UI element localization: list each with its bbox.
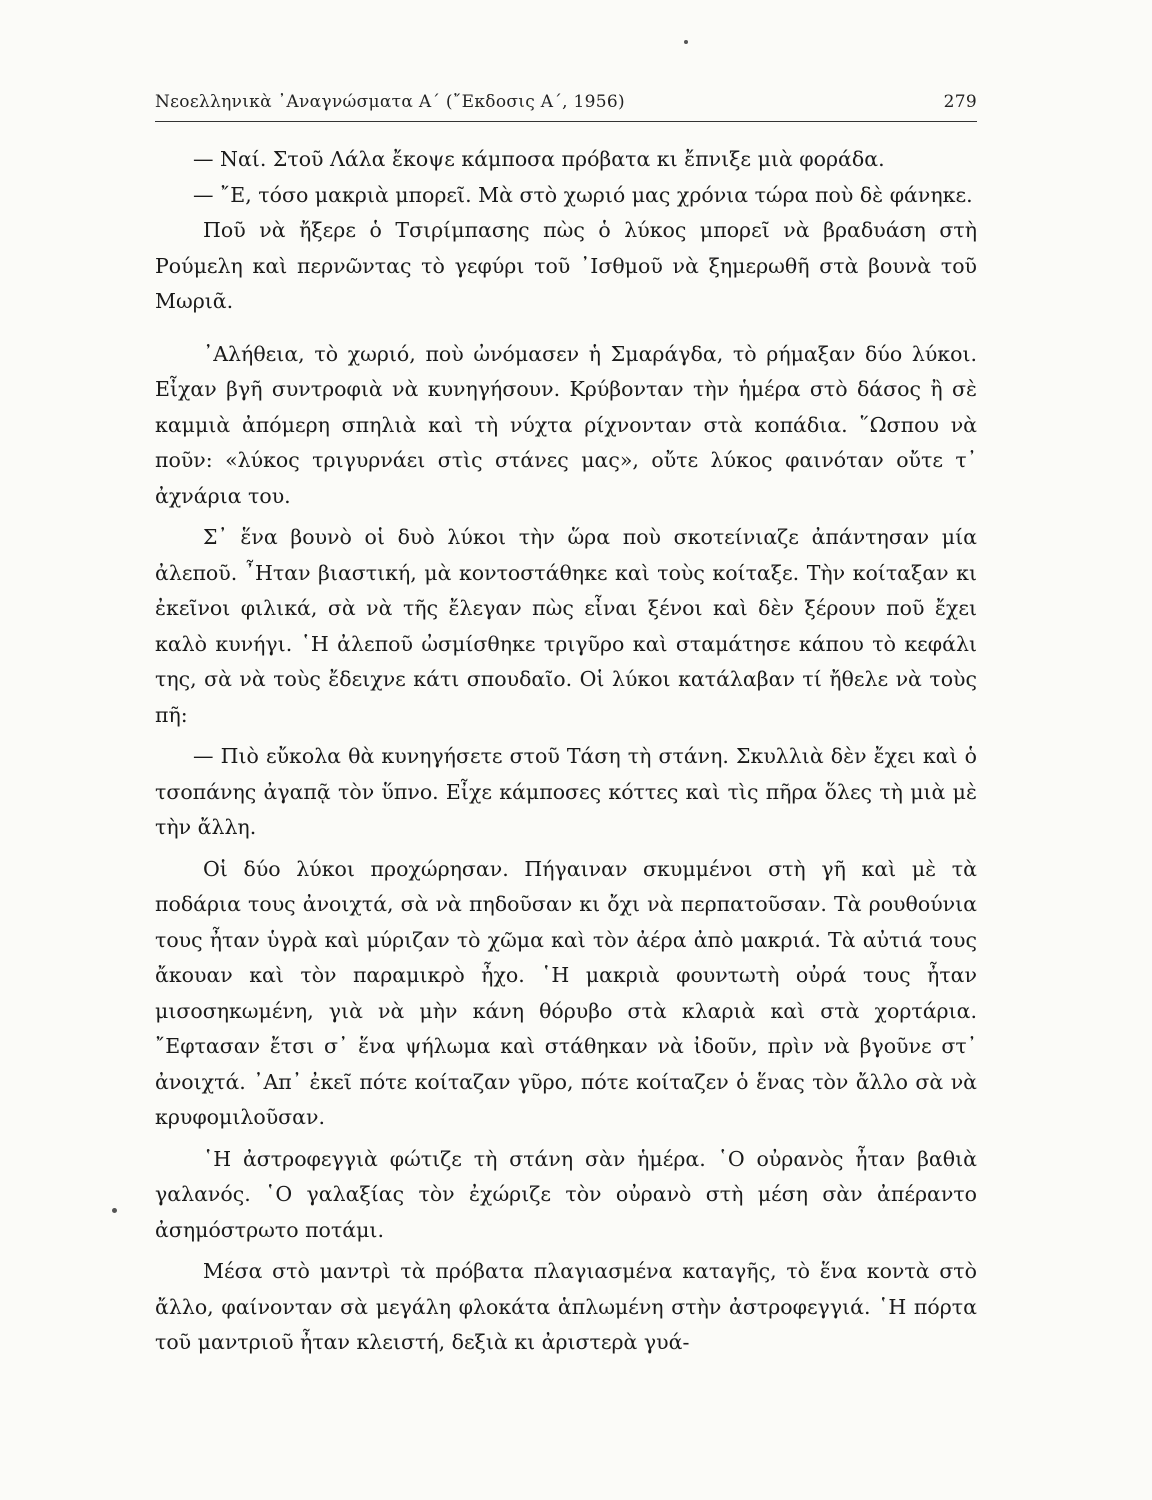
paragraph-8: ῾Η ἀστροφεγγιὰ φώτιζε τὴ στάνη σὰν ἡμέρα. ῾Ο οὐρανὸς ἦταν βαθιὰ γαλανός. ῾Ο γαλαξίας τὸν ἐχώριζε τὸν οὐρανὸ στὴ μέση σὰν ἀπέραντο ἀσημόστρωτο ποτάμι. (155, 1146, 977, 1242)
paragraph-1: — Ναί. Στοῦ Λάλα ἔκοψε κάμποσα πρόβατα κι ἔπνιξε μιὰ φοράδα. (193, 147, 885, 171)
running-head-title: Νεοελληνικὰ ᾿Αναγνώσματα Α´ (῎Εκδοσις Α´, 1956) (155, 92, 625, 112)
running-head (155, 92, 977, 122)
body-text (155, 142, 977, 1361)
paper-speck (684, 40, 688, 44)
paragraph-7: Οἱ δύο λύκοι προχώρησαν. Πήγαιναν σκυμμένοι στὴ γῆ καὶ μὲ τὰ ποδάρια τους ἀνοιχτά, σὰ νὰ πηδοῦσαν κι ὄχι νὰ περπατοῦσαν. Τὰ ρουθούνια τους ἦταν ὑγρὰ καὶ μύριζαν τὸ χῶμα καὶ τὸν ἀέρα ἀπὸ μακριά. Τὰ αὐτιά τους ἄκουαν καὶ τὸν παραμικρὸ ἦχο. ῾Η μακριὰ φουντωτὴ οὐρά τους ἦταν μισοσηκωμένη, γιὰ νὰ μὴν κάνη θόρυβο στὰ κλαριὰ καὶ στὰ χορτάρια. ῎Εφτασαν ἔτσι σ᾿ ἕνα ψήλωμα καὶ στάθηκαν νὰ ἰδοῦν, πρὶν νὰ βγοῦνε στ᾿ ἀνοιχτά. ᾿Απ᾿ ἐκεῖ πότε κοίταζαν γῦρο, πότε κοίταζεν ὁ ἕνας τὸν ἄλλο σὰ νὰ κρυφομιλοῦσαν. (155, 856, 977, 1129)
paper-speck (112, 1208, 117, 1213)
paragraph-4: ᾿Αλήθεια, τὸ χωριό, ποὺ ὠνόμασεν ἡ Σμαράγδα, τὸ ρήμαξαν δύο λύκοι. Εἶχαν βγῆ συντροφιὰ νὰ κυνηγήσουν. Κρύβονταν τὴν ἡμέρα στὸ δάσος ἢ σὲ καμμιὰ ἀπόμερη σπηλιὰ καὶ τὴ νύχτα ρίχνονταν στὰ κοπάδια. ῞Ωσπου νὰ ποῦν: «λύκος τριγυρνάει στὶς στάνες μας», οὔτε λύκος φαινόταν οὔτε τ᾿ ἀχνάρια του. (155, 341, 977, 508)
paragraph-5: Σ᾿ ἕνα βουνὸ οἱ δυὸ λύκοι τὴν ὥρα ποὺ σκοτείνιαζε ἀπάντησαν μία ἀλεποῦ. ῏Ηταν βιαστική, μὰ κοντοστάθηκε καὶ τοὺς κοίταξε. Τὴν κοίταξαν κι ἐκεῖνοι φιλικά, σὰ νὰ τῆς ἔλεγαν πὼς εἶναι ξένοι καὶ δὲν ξέρουν ποῦ ἔχει καλὸ κυνήγι. ῾Η ἀλεποῦ ὠσμίσθηκε τριγῦρο καὶ σταμάτησε κάπου τὸ κεφάλι της, σὰ νὰ τοὺς ἔδειχνε κάτι σπουδαῖο. Οἱ λύκοι κατάλαβαν τί ἤθελε νὰ τοὺς πῆ: (155, 525, 977, 727)
paragraph-3: Ποῦ νὰ ἤξερε ὁ Τσιρίμπασης πὼς ὁ λύκος μπορεῖ νὰ βραδυάση στὴ Ρούμελη καὶ περνῶντας τὸ γεφύρι τοῦ ᾿Ισθμοῦ νὰ ξημερωθῆ στὰ βουνὰ τοῦ Μωριᾶ. (155, 218, 977, 313)
page-number: 279 (943, 92, 977, 112)
paragraph-9: Μέσα στὸ μαντρὶ τὰ πρόβατα πλαγιασμένα καταγῆς, τὸ ἕνα κοντὰ στὸ ἄλλο, φαίνονταν σὰ μεγάλη φλοκάτα ἁπλωμένη στὴν ἀστροφεγγιά. ῾Η πόρτα τοῦ μαντριοῦ ἦταν κλειστή, δεξιὰ κι ἀριστερὰ γυά- (155, 1259, 977, 1354)
paragraph-2: — ῎Ε, τόσο μακριὰ μπορεῖ. Μὰ στὸ χωριό μας χρόνια τώρα ποὺ δὲ φάνηκε. (193, 182, 973, 207)
paragraph-6: — Πιὸ εὔκολα θὰ κυνηγήσετε στοῦ Τάση τὴ στάνη. Σκυλλιὰ δὲν ἔχει καὶ ὁ τσοπάνης ἀγαπᾷ τὸν ὕπνο. Εἶχε κάμποσες κόττες καὶ τὶς πῆρα ὅλες τὴ μιὰ μὲ τὴν ἄλλη. (155, 744, 977, 839)
header-rule (155, 121, 977, 122)
